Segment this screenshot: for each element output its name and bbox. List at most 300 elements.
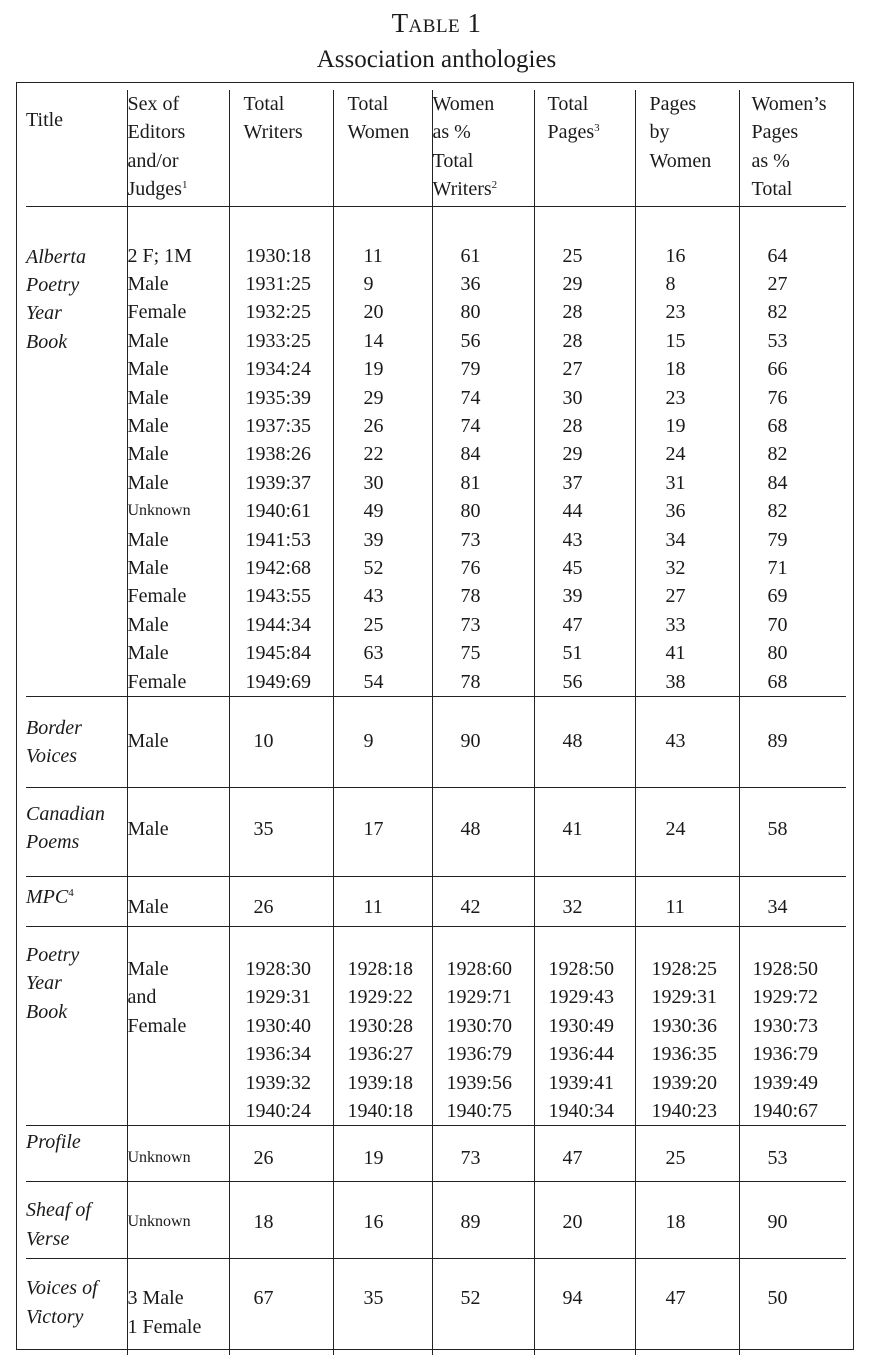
cell-value: 27: [767, 272, 788, 295]
header-line: and/or: [127, 149, 179, 172]
total-pages: [534, 788, 635, 877]
cell-value: 1940:61: [245, 500, 312, 523]
women-pages-pct: [739, 697, 846, 788]
women-pct-writers: [432, 877, 534, 927]
cell-value: 43: [363, 585, 384, 608]
cell-value: 1939:41: [548, 1071, 615, 1094]
cell-value: 9: [363, 730, 374, 752]
editor-sex: [127, 206, 229, 697]
header-line: Pages: [649, 93, 697, 115]
pages-by-women: [635, 927, 739, 1126]
header-line: Women: [432, 93, 495, 115]
cell-value: 89: [460, 1211, 481, 1234]
cell-value: 71: [767, 556, 788, 579]
sex-line: Male: [127, 958, 169, 980]
cell-value: 1940:75: [446, 1100, 513, 1123]
cell-value: 48: [562, 730, 583, 752]
cell-value: 23: [665, 386, 686, 409]
header-line: Pages: [751, 121, 799, 144]
cell-value: 28: [562, 301, 583, 324]
cell-value: 29: [562, 272, 583, 295]
cell-value: 36: [460, 272, 481, 295]
total-women: [333, 788, 432, 877]
title-line: Book: [26, 330, 68, 353]
cell-value: 82: [767, 301, 788, 324]
cell-value: 10: [253, 730, 274, 752]
cell-value: 25: [665, 1147, 686, 1170]
cell-value: 30: [562, 386, 583, 409]
cell-value: 69: [767, 585, 788, 608]
women-pages-pct: [739, 927, 846, 1126]
header-line: Judges$^1$: [127, 178, 188, 201]
anthology-title: [26, 788, 127, 877]
cell-value: 29: [562, 443, 583, 466]
title-line: Year: [26, 302, 62, 325]
cell-value: 1928:60: [446, 958, 513, 980]
sex-line: Male: [127, 613, 169, 636]
sex-line: Male: [127, 818, 169, 840]
anthology-title: [26, 1259, 127, 1355]
anthology-title: [26, 1126, 127, 1182]
footnote-marker: 2: [491, 179, 498, 192]
total-writers: [229, 927, 333, 1126]
women-pct-writers: [432, 697, 534, 788]
total-women: [333, 697, 432, 788]
cell-value: 20: [562, 1211, 583, 1234]
anthology-row: [26, 1126, 846, 1182]
cell-value: 74: [460, 386, 481, 409]
title-line: Sheaf of: [26, 1199, 91, 1222]
anthology-title: [26, 206, 127, 697]
cell-value: 32: [562, 896, 583, 918]
cell-value: 78: [460, 670, 481, 693]
title-line: Canadian: [26, 803, 105, 825]
sex-line: Male: [127, 642, 169, 665]
cell-value: 54: [363, 670, 384, 693]
header-total-writers: [229, 90, 333, 206]
cell-value: 43: [562, 528, 583, 551]
cell-value: 1939:20: [651, 1071, 718, 1094]
total-pages: [534, 1259, 635, 1355]
header-line: Total: [751, 178, 793, 201]
cell-value: 48: [460, 818, 481, 840]
cell-value: 89: [767, 730, 788, 752]
title-line: Poetry: [26, 273, 80, 296]
cell-value: 19: [665, 414, 686, 437]
cell-value: 19: [363, 358, 384, 381]
cell-value: 78: [460, 585, 481, 608]
sex-line: Male: [127, 443, 169, 466]
sex-line: Male: [127, 556, 169, 579]
cell-value: 73: [460, 1147, 481, 1170]
cell-value: 52: [460, 1287, 481, 1310]
cell-value: 1940:23: [651, 1100, 718, 1123]
cell-value: 1928:30: [245, 958, 312, 980]
cell-value: 26: [363, 414, 384, 437]
title-line: Victory: [26, 1305, 84, 1328]
footnote-marker: 4: [68, 887, 74, 899]
sex-line: Unknown: [127, 502, 191, 520]
anthology-table: [26, 90, 846, 1355]
anthology-row: [26, 927, 846, 1126]
cell-value: 58: [767, 818, 788, 840]
cell-value: 1934:24: [245, 358, 312, 381]
women-pages-pct: [739, 877, 846, 927]
title-line: MPC$^4$: [26, 886, 74, 908]
cell-value: 1929:43: [548, 986, 615, 1009]
sex-line: Male: [127, 329, 169, 352]
cell-value: 8: [665, 272, 676, 295]
cell-value: 84: [767, 471, 788, 494]
sex-line: 3 Male: [127, 1287, 184, 1310]
cell-value: 1936:34: [245, 1043, 312, 1066]
cell-value: 1940:18: [347, 1100, 414, 1123]
anthology-row: [26, 1259, 846, 1355]
footnote-marker: 1: [181, 179, 188, 192]
sex-line: Female: [127, 670, 187, 693]
cell-value: 18: [253, 1211, 274, 1234]
cell-value: 16: [665, 244, 686, 267]
total-writers: [229, 206, 333, 697]
anthology-title: [26, 697, 127, 788]
cell-value: 47: [562, 613, 583, 636]
cell-value: 39: [363, 528, 384, 551]
header-line: Total: [432, 149, 474, 172]
cell-value: 14: [363, 329, 384, 352]
women-pct-writers: [432, 788, 534, 877]
cell-value: 45: [562, 556, 583, 579]
women-pages-pct: [739, 1126, 846, 1182]
total-women: [333, 1259, 432, 1355]
header-line: Writers$^2$: [432, 178, 498, 201]
table-title: Table 1: [391, 8, 482, 38]
cell-value: 30: [363, 471, 384, 494]
cell-value: 25: [363, 613, 384, 636]
total-pages: [534, 927, 635, 1126]
cell-value: 1935:39: [245, 386, 312, 409]
cell-value: 76: [460, 556, 481, 579]
cell-value: 1928:25: [651, 958, 718, 980]
cell-value: 11: [363, 244, 383, 267]
cell-value: 32: [665, 556, 686, 579]
cell-value: 19: [363, 1147, 384, 1170]
pages-by-women: [635, 697, 739, 788]
cell-value: 33: [665, 613, 686, 636]
cell-value: 1928:18: [347, 958, 414, 980]
editor-sex: [127, 877, 229, 927]
cell-value: 1930:70: [446, 1014, 513, 1037]
cell-value: 28: [562, 329, 583, 352]
sex-line: Female: [127, 301, 187, 324]
anthology-row: [26, 788, 846, 877]
cell-value: 75: [460, 642, 481, 665]
editor-sex: [127, 1126, 229, 1182]
cell-value: 18: [665, 358, 686, 381]
header-sex-of-editors: [127, 90, 229, 206]
header-line: Total: [547, 93, 589, 115]
header-row: [26, 90, 846, 206]
anthology-row: [26, 877, 846, 927]
cell-value: 1944:34: [245, 613, 312, 636]
header-line: Title: [26, 109, 64, 131]
cell-value: 1929:72: [752, 986, 819, 1009]
sex-line: Male: [127, 272, 169, 295]
total-writers: [229, 1126, 333, 1182]
sex-line: Male: [127, 414, 169, 437]
editor-sex: [127, 1259, 229, 1355]
cell-value: 1929:31: [245, 986, 312, 1009]
header-line: Editors: [127, 121, 186, 144]
cell-value: 68: [767, 670, 788, 693]
cell-value: 25: [562, 244, 583, 267]
cell-value: 42: [460, 896, 481, 918]
cell-value: 63: [363, 642, 384, 665]
cell-value: 51: [562, 642, 583, 665]
cell-value: 35: [363, 1287, 384, 1310]
cell-value: 1928:50: [548, 958, 615, 980]
cell-value: 80: [767, 642, 788, 665]
sex-line: Unknown: [127, 1149, 191, 1167]
cell-value: 50: [767, 1287, 788, 1310]
sex-line: Female: [127, 585, 187, 608]
cell-value: 44: [562, 500, 583, 523]
cell-value: 53: [767, 329, 788, 352]
sex-line: Unknown: [127, 1213, 191, 1231]
cell-value: 1938:26: [245, 443, 312, 466]
header-line: Writers: [243, 121, 303, 144]
footnote-marker: 3: [594, 122, 600, 135]
anthology-title: [26, 877, 127, 927]
cell-value: 1928:50: [752, 958, 819, 980]
cell-value: 70: [767, 613, 788, 636]
header-line: Total: [347, 93, 389, 115]
cell-value: 1931:25: [245, 272, 312, 295]
cell-value: 1939:18: [347, 1071, 414, 1094]
women-pct-writers: [432, 1126, 534, 1182]
cell-value: 1940:67: [752, 1100, 819, 1123]
cell-value: 1936:79: [752, 1043, 819, 1066]
women-pct-writers: [432, 1182, 534, 1259]
title-line: Year: [26, 972, 62, 995]
title-line: Poetry: [26, 944, 80, 966]
cell-value: 26: [253, 1147, 274, 1170]
cell-value: 39: [562, 585, 583, 608]
total-women: [333, 877, 432, 927]
sex-line: Male: [127, 528, 169, 551]
title-line: Border: [26, 717, 82, 739]
cell-value: 68: [767, 414, 788, 437]
sex-line: Male: [127, 730, 169, 752]
cell-value: 38: [665, 670, 686, 693]
cell-value: 64: [767, 244, 788, 267]
total-writers: [229, 788, 333, 877]
women-pct-writers: [432, 927, 534, 1126]
cell-value: 79: [767, 528, 788, 551]
sex-line: Male: [127, 896, 169, 918]
header-line: as %: [751, 149, 790, 172]
header-pages-by-women: [635, 90, 739, 206]
cell-value: 24: [665, 443, 686, 466]
sex-line: and: [127, 986, 157, 1009]
cell-value: 53: [767, 1147, 788, 1170]
total-pages: [534, 1126, 635, 1182]
anthology-title: [26, 1182, 127, 1259]
total-writers: [229, 877, 333, 927]
header-line: as %: [432, 121, 471, 144]
cell-value: 1939:49: [752, 1071, 819, 1094]
header-line: Women’s: [751, 93, 827, 115]
cell-value: 1930:18: [245, 244, 312, 267]
cell-value: 1929:31: [651, 986, 718, 1009]
table-subtitle: Association anthologies: [316, 46, 557, 73]
cell-value: 1933:25: [245, 329, 312, 352]
header-women-pct-writers: [432, 90, 534, 206]
header-line: Women: [347, 121, 410, 144]
women-pages-pct: [739, 788, 846, 877]
cell-value: 82: [767, 443, 788, 466]
cell-value: 37: [562, 471, 583, 494]
cell-value: 1943:55: [245, 585, 312, 608]
cell-value: 15: [665, 329, 686, 352]
editor-sex: [127, 1182, 229, 1259]
total-women: [333, 206, 432, 697]
cell-value: 41: [562, 818, 583, 840]
cell-value: 81: [460, 471, 481, 494]
editor-sex: [127, 697, 229, 788]
cell-value: 18: [665, 1211, 686, 1234]
sex-line: 1 Female: [127, 1315, 202, 1338]
cell-value: 1930:40: [245, 1014, 312, 1037]
cell-value: 56: [460, 329, 481, 352]
header-women-pages-pct: [739, 90, 846, 206]
cell-value: 27: [562, 358, 583, 381]
total-writers: [229, 697, 333, 788]
title-line: Voices: [26, 745, 78, 768]
cell-value: 1929:22: [347, 986, 414, 1009]
header-total-pages: [534, 90, 635, 206]
cell-value: 36: [665, 500, 686, 523]
cell-value: 1939:32: [245, 1071, 312, 1094]
cell-value: 1936:79: [446, 1043, 513, 1066]
cell-value: 73: [460, 613, 481, 636]
sex-line: 2 F; 1M: [127, 244, 192, 267]
anthology-row: [26, 697, 846, 788]
cell-value: 11: [665, 896, 685, 918]
editor-sex: [127, 788, 229, 877]
women-pages-pct: [739, 206, 846, 697]
cell-value: 34: [767, 896, 788, 918]
title-line: Profile: [26, 1131, 81, 1154]
cell-value: 1939:37: [245, 471, 312, 494]
cell-value: 24: [665, 818, 686, 840]
cell-value: 61: [460, 244, 481, 267]
cell-value: 34: [665, 528, 686, 551]
title-line: Voices of: [26, 1277, 98, 1300]
cell-value: 56: [562, 670, 583, 693]
total-women: [333, 927, 432, 1126]
anthology-title: [26, 927, 127, 1126]
cell-value: 31: [665, 471, 686, 494]
total-writers: [229, 1259, 333, 1355]
sex-line: Male: [127, 386, 169, 409]
cell-value: 1930:73: [752, 1014, 819, 1037]
cell-value: 11: [363, 896, 383, 918]
cell-value: 1949:69: [245, 670, 312, 693]
cell-value: 17: [363, 818, 384, 840]
sex-line: Male: [127, 471, 169, 494]
cell-value: 1929:71: [446, 986, 513, 1009]
cell-value: 1940:24: [245, 1100, 312, 1123]
total-pages: [534, 697, 635, 788]
cell-value: 1939:56: [446, 1071, 513, 1094]
cell-value: 47: [562, 1147, 583, 1170]
cell-value: 67: [253, 1287, 274, 1310]
header-total-women: [333, 90, 432, 206]
title-line: Verse: [26, 1227, 70, 1250]
cell-value: 76: [767, 386, 788, 409]
header-line: Pages$^3$: [547, 121, 600, 144]
cell-value: 66: [767, 358, 788, 381]
pages-by-women: [635, 206, 739, 697]
header-line: Women: [649, 149, 712, 172]
cell-value: 41: [665, 642, 686, 665]
pages-by-women: [635, 1259, 739, 1355]
cell-value: 79: [460, 358, 481, 381]
women-pct-writers: [432, 206, 534, 697]
pages-by-women: [635, 877, 739, 927]
cell-value: 1930:36: [651, 1014, 718, 1037]
editor-sex: [127, 927, 229, 1126]
total-women: [333, 1182, 432, 1259]
cell-value: 1940:34: [548, 1100, 615, 1123]
cell-value: 1942:68: [245, 556, 312, 579]
cell-value: 90: [767, 1211, 788, 1234]
pages-by-women: [635, 1182, 739, 1259]
cell-value: 1937:35: [245, 414, 312, 437]
cell-value: 90: [460, 730, 481, 752]
cell-value: 80: [460, 500, 481, 523]
pages-by-women: [635, 788, 739, 877]
header-line: Sex of: [127, 93, 180, 115]
total-women: [333, 1126, 432, 1182]
cell-value: 1936:27: [347, 1043, 414, 1066]
cell-value: 43: [665, 730, 686, 752]
total-pages: [534, 1182, 635, 1259]
women-pages-pct: [739, 1182, 846, 1259]
cell-value: 27: [665, 585, 686, 608]
cell-value: 1930:49: [548, 1014, 615, 1037]
title-line: Poems: [26, 831, 80, 854]
cell-value: 35: [253, 818, 274, 840]
pages-by-women: [635, 1126, 739, 1182]
cell-value: 94: [562, 1287, 583, 1310]
cell-value: 47: [665, 1287, 686, 1310]
cell-value: 16: [363, 1211, 384, 1234]
cell-value: 1930:28: [347, 1014, 414, 1037]
sex-line: Female: [127, 1014, 187, 1037]
cell-value: 22: [363, 443, 384, 466]
header-line: Total: [243, 93, 285, 115]
anthology-row: [26, 206, 846, 697]
cell-value: 49: [363, 500, 384, 523]
total-pages: [534, 877, 635, 927]
cell-value: 1941:53: [245, 528, 312, 551]
cell-value: 84: [460, 443, 481, 466]
cell-value: 29: [363, 386, 384, 409]
cell-value: 28: [562, 414, 583, 437]
title-line: Book: [26, 1000, 68, 1023]
cell-value: 74: [460, 414, 481, 437]
